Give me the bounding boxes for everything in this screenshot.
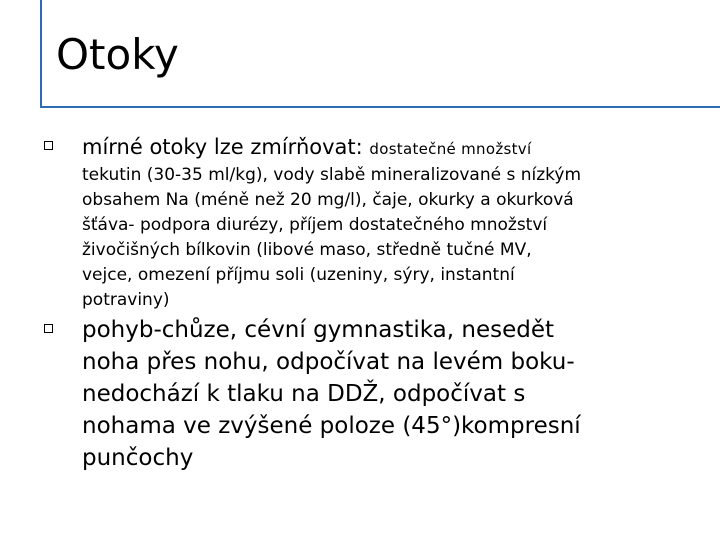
accent-vertical-rule xyxy=(40,0,42,108)
bullet-1-tail: dostatečné množství xyxy=(369,140,532,158)
bullet-item-1 xyxy=(82,133,692,313)
bullet-2-body: pohyb-chůze, cévní gymnastika, nesedět noha přes nohu, odpočívat na levém boku- nedochází k tlaku na DDŽ, odpočívat s nohama ve zvýšené poloze (45°)kompresní punčochy xyxy=(82,317,581,471)
square-bullet-icon xyxy=(44,324,53,333)
bullet-1-heading xyxy=(82,133,692,163)
bullet-1-lead: mírné otoky lze zmírňovat: xyxy=(82,135,363,159)
slide-title: Otoky xyxy=(56,30,179,79)
square-bullet-icon xyxy=(44,141,53,150)
bullet-1-body: tekutin (30-35 ml/kg), vody slabě mineralizované s nízkým obsahem Na (méně než 20 mg/l), čaje, okurky a okurková šťáva- podpora diurézy, příjem dostatečného množství živočišných bílkovin (libové maso, středně tučné MV, vejce, omezení příjmu soli (uzeniny, sýry, instantní potraviny) xyxy=(82,165,582,310)
accent-title-underline xyxy=(40,106,720,108)
